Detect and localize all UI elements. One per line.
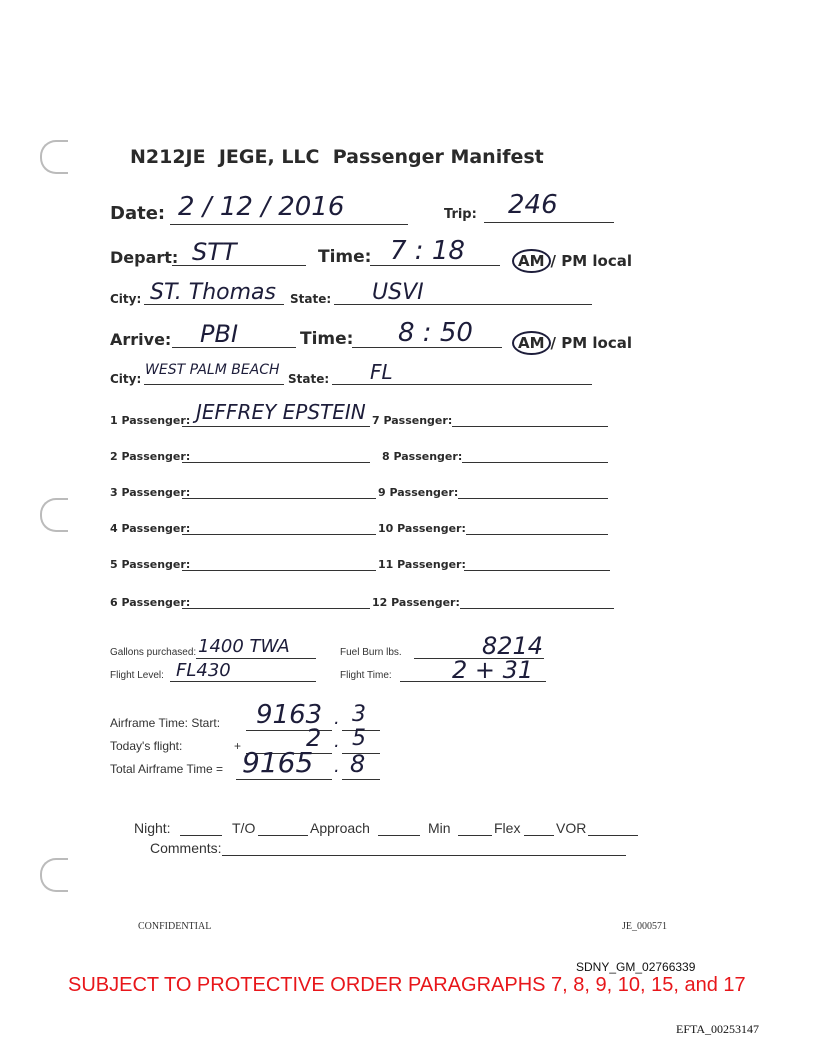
passenger-12-label: 12 Passenger: [372,596,460,609]
depart-time-label: Time: [318,247,372,267]
flex-line [524,835,554,836]
date-label: Date: [110,203,166,224]
flight-level-value: FL430 [176,660,231,681]
trip-label: Trip: [444,207,477,222]
passenger-9-line [458,498,608,499]
page-title [130,146,544,168]
tail-number: N212JE [130,146,206,168]
passenger-6-label: 6 Passenger: [110,596,191,609]
date-line [170,224,408,225]
city2-line [144,384,284,385]
efta-bates-number: EFTA_00253147 [676,1022,760,1036]
flex-label: Flex [494,820,521,836]
total-airframe-int-line [236,779,332,780]
depart-value: STT [192,238,237,266]
am-circled: AM [512,249,551,273]
airframe-start-dec: 3 [352,702,366,727]
passenger-10-label: 10 Passenger: [378,522,466,535]
company-name: JEGE, LLC [218,146,320,168]
pm-local-text: / PM local [550,334,632,352]
flight-time-label: Flight Time: [340,670,392,681]
vor-line [588,835,638,836]
passenger-3-line [182,498,376,499]
to-label: T/O [232,820,256,836]
trip-value: 246 [508,190,558,220]
passenger-8-line [462,462,608,463]
approach-line [378,835,420,836]
confidential-label: CONFIDENTIAL [138,921,212,932]
passenger-1-line [182,426,370,427]
arrive-label: Arrive: [110,330,172,349]
total-airframe-label: Total Airframe Time = [110,762,224,776]
je-bates-number: JE_000571 [622,921,667,932]
punch-hole-icon [40,498,68,532]
depart-label: Depart: [110,248,179,267]
passenger-6-line [182,608,370,609]
passenger-3-label: 3 Passenger: [110,486,191,499]
punch-hole-icon [40,858,68,892]
protective-order-stamp: SUBJECT TO PROTECTIVE ORDER PARAGRAPHS 7, 8, 9, 10, 15, and 17 [68,974,746,996]
city1-value: ST. Thomas [150,280,276,305]
trip-line [484,222,614,223]
city1-label: City: [110,292,142,306]
min-label: Min [428,820,451,836]
depart-ampm [512,249,632,273]
night-label: Night: [134,820,171,836]
todays-flight-plus: + [234,739,242,753]
passenger-7-line [452,426,608,427]
total-airframe-dec-line [342,779,380,780]
am-circled: AM [512,331,551,355]
sdny-bates-number: SDNY_GM_02766339 [576,960,696,974]
passenger-1-label: 1 Passenger: [110,414,191,427]
state2-line [332,384,592,385]
passenger-5-label: 5 Passenger: [110,558,191,571]
passenger-2-line [182,462,370,463]
fuel-burn-label: Fuel Burn lbs. [340,647,402,658]
arrive-ampm [512,331,632,355]
passenger-5-line [182,570,376,571]
total-airframe-int: 9165 [242,746,314,779]
date-value: 2 / 12 / 2016 [178,192,345,222]
airframe-start-label: Airframe Time: Start: [110,716,221,730]
passenger-4-label: 4 Passenger: [110,522,191,535]
state1-value: USVI [372,280,424,305]
passenger-8-label: 8 Passenger: [382,450,463,463]
todays-flight-dec: 5 [352,726,366,751]
arrive-value: PBI [200,320,239,348]
passenger-10-line [466,534,608,535]
punch-hole-icon [40,140,68,174]
flight-time-value: 2 + 31 [452,656,534,684]
passenger-1-value: JEFFREY EPSTEIN [196,400,366,424]
city2-value: WEST PALM BEACH [145,362,280,378]
total-airframe-dot: . [334,756,340,777]
total-airframe-dec: 8 [350,750,366,778]
airframe-start-dot: . [334,708,340,729]
comments-line [222,855,626,856]
todays-flight-dot: . [334,731,340,752]
fuel-burn-value: 8214 [482,632,544,660]
passenger-4-line [182,534,376,535]
comments-label: Comments: [150,840,222,856]
min-line [458,835,492,836]
arrive-time-value: 8 : 50 [398,318,473,348]
passenger-12-line [460,608,614,609]
airframe-start-int: 9163 [256,700,323,730]
todays-flight-int: 2 [306,724,322,752]
passenger-2-label: 2 Passenger: [110,450,191,463]
depart-time-value: 7 : 18 [390,236,465,266]
passenger-11-line [464,570,610,571]
gallons-line [196,658,316,659]
state2-value: FL [370,360,393,384]
approach-label: Approach [310,820,370,836]
state1-label: State: [290,292,332,306]
todays-flight-label: Today's flight: [110,739,183,753]
state2-label: State: [288,372,330,386]
night-line [180,835,222,836]
flight-level-label: Flight Level: [110,670,164,681]
to-line [258,835,308,836]
passenger-11-label: 11 Passenger: [378,558,466,571]
city2-label: City: [110,372,142,386]
gallons-label: Gallons purchased: [110,647,197,658]
gallons-value: 1400 TWA [198,636,290,657]
pm-local-text: / PM local [550,252,632,270]
passenger-7-label: 7 Passenger: [372,414,453,427]
passenger-9-label: 9 Passenger: [378,486,459,499]
vor-label: VOR [556,820,587,836]
manifest-title: Passenger Manifest [332,146,544,168]
flight-level-line [170,681,316,682]
arrive-time-label: Time: [300,329,354,349]
